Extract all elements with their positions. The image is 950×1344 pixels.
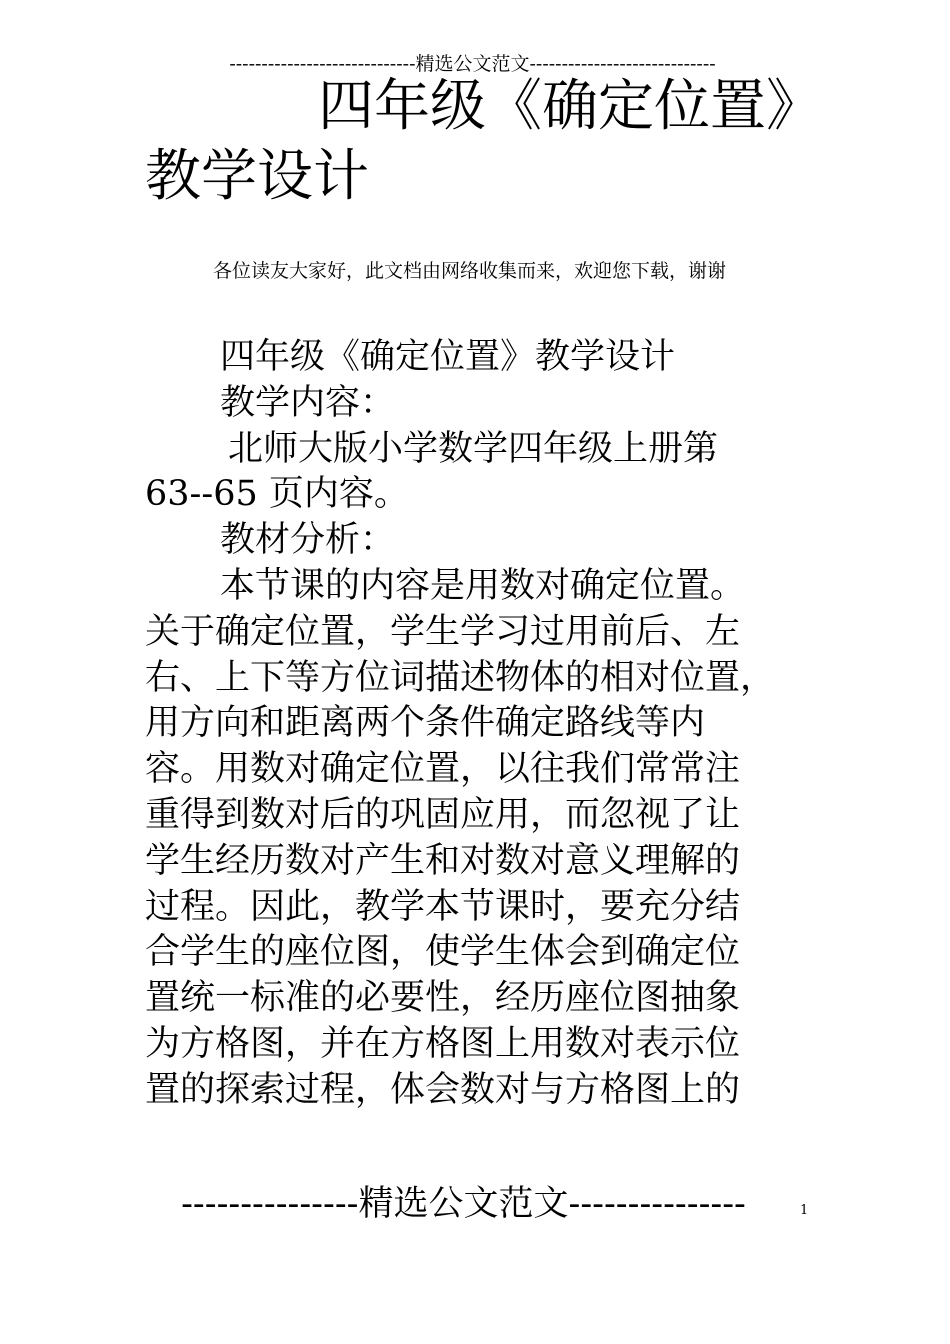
body-line: 关于确定位置，学生学习过用前后、左 [145, 611, 741, 652]
page-header: -----------------------------精选公文范文----------------------------- [229, 53, 716, 75]
body-line: 63--65 页内容。 [145, 474, 409, 515]
body-line: 本节课的内容是用数对确定位置。 [220, 565, 746, 606]
section-heading-content: 教学内容： [220, 382, 396, 423]
document-title-line-1: 四年级《确定位置》 [318, 74, 822, 139]
body-line: 重得到数对后的巩固应用，而忽视了让 [145, 794, 741, 835]
body-line: 为方格图，并在方格图上用数对表示位 [145, 1023, 741, 1064]
body-line: 置的探索过程，体会数对与方格图上的 [145, 1069, 741, 1110]
intro-note: 各位读友大家好，此文档由网络收集而来，欢迎您下载，谢谢 [213, 260, 727, 282]
body-line: 用方向和距离两个条件确定路线等内 [145, 703, 706, 744]
body-line: 合学生的座位图，使学生体会到确定位 [145, 932, 741, 973]
body-line: 置统一标准的必要性，经历座位图抽象 [145, 978, 741, 1019]
body-heading-title: 四年级《确定位置》教学设计 [220, 337, 676, 377]
page-footer: ---------------精选公文范文--------------- [181, 1184, 746, 1224]
body-line: 右、上下等方位词描述物体的相对位置， [145, 657, 776, 698]
body-line: 过程。因此，教学本节课时，要充分结 [145, 886, 741, 927]
body-line: 学生经历数对产生和对数对意义理解的 [145, 840, 741, 881]
section-heading-analysis: 教材分析： [220, 520, 396, 561]
body-line: 容。用数对确定位置，以往我们常常注 [145, 749, 741, 790]
page-number: 1 [800, 1203, 809, 1218]
document-title-line-2: 教学设计 [145, 144, 369, 209]
body-line: 北师大版小学数学四年级上册第 [228, 428, 719, 469]
document-body [145, 335, 805, 1114]
